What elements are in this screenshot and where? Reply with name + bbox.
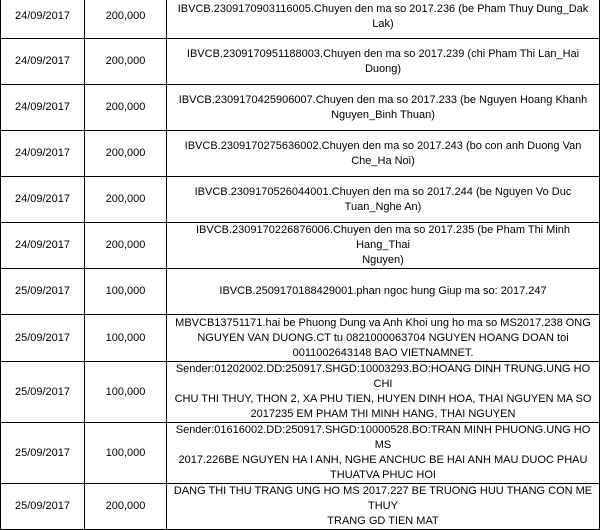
amount-cell: 200,000 [85, 223, 167, 269]
table-row [1, 131, 600, 177]
date-cell: 25/09/2017 [1, 362, 85, 423]
date-cell: 24/09/2017 [1, 131, 85, 177]
date-cell: 25/09/2017 [1, 423, 85, 484]
amount-cell: 100,000 [85, 269, 167, 315]
table-row [1, 315, 600, 362]
description-cell: IBVCB.2309170275636002.Chuyen den ma so 2017.243 (bo con anh Duong Van Che_Ha Noi) [167, 131, 600, 177]
amount-cell: 100,000 [85, 315, 167, 362]
description-cell: IBVCB.2309170425906007.Chuyen den ma so 2017.233 (be Nguyen Hoang Khanh Nguyen_Binh Thuan) [167, 85, 600, 131]
description-cell: IBVCB.2509170188429001.phan ngoc hung Giup ma so: 2017.247 [167, 269, 600, 315]
date-cell: 24/09/2017 [1, 177, 85, 223]
table-row [1, 423, 600, 484]
description-cell: IBVCB.2309170951188003.Chuyen den ma so 2017.239 (chi Pham Thi Lan_Hai Duong) [167, 39, 600, 85]
table-row [1, 177, 600, 223]
amount-cell: 200,000 [85, 131, 167, 177]
table-row [1, 484, 600, 530]
amount-cell: 200,000 [85, 0, 167, 39]
amount-cell: 200,000 [85, 177, 167, 223]
date-cell: 24/09/2017 [1, 85, 85, 131]
description-cell: Sender:01202002.DD:250917.SHGD:10003293.BO:HOANG DINH TRUNG.UNG HO CHI CHU THI THUY, THON 2, XA PHU TIEN, HUYEN DINH HOA, THAI NGUYEN MA SO 2017235 EM PHAM THI MINH HANG, THAI NGUYEN [167, 362, 600, 423]
amount-cell: 100,000 [85, 362, 167, 423]
date-cell: 25/09/2017 [1, 315, 85, 362]
description-cell: IBVCB.2309170226876006.Chuyen den ma so 2017.235 (be Pham Thi Minh Hang_Thai Nguyen) [167, 223, 600, 269]
amount-cell: 200,000 [85, 85, 167, 131]
amount-cell: 200,000 [85, 39, 167, 85]
table-row [1, 362, 600, 423]
date-cell: 24/09/2017 [1, 39, 85, 85]
date-cell: 25/09/2017 [1, 484, 85, 530]
amount-cell: 100,000 [85, 423, 167, 484]
table-row [1, 0, 600, 39]
table-row [1, 269, 600, 315]
date-cell: 24/09/2017 [1, 223, 85, 269]
description-cell: MBVCB13751171.hai be Phuong Dung va Anh Khoi ung ho ma so MS2017.238 ONG NGUYEN VAN DUONG.CT tu 0821000063704 NGUYEN HOANG DOAN toi 0011002643148 BAO VIETNAMNET. [167, 315, 600, 362]
table-row [1, 85, 600, 131]
amount-cell: 200,000 [85, 484, 167, 530]
description-cell: IBVCB.2309170526044001.Chuyen den ma so 2017.244 (be Nguyen Vo Duc Tuan_Nghe An) [167, 177, 600, 223]
description-cell: Sender:01616002.DD:250917.SHGD:10000528.BO:TRAN MINH PHUONG.UNG HO MS 2017.226BE NGUYEN HA I ANH, NGHE ANCHUC BE HAI ANH MAU DUOC PHAU THUATVA PHUC HOI [167, 423, 600, 484]
date-cell: 25/09/2017 [1, 269, 85, 315]
date-cell: 24/09/2017 [1, 0, 85, 39]
description-cell: DANG THI THU TRANG UNG HO MS 2017.227 BE TRUONG HUU THANG CON ME THUY TRANG GD TIEN MAT [167, 484, 600, 530]
table-row [1, 39, 600, 85]
transactions-table-body [1, 0, 600, 530]
description-cell: IBVCB.2309170903116005.Chuyen den ma so 2017.236 (be Pham Thuy Dung_Dak Lak) [167, 0, 600, 39]
table-row [1, 223, 600, 269]
